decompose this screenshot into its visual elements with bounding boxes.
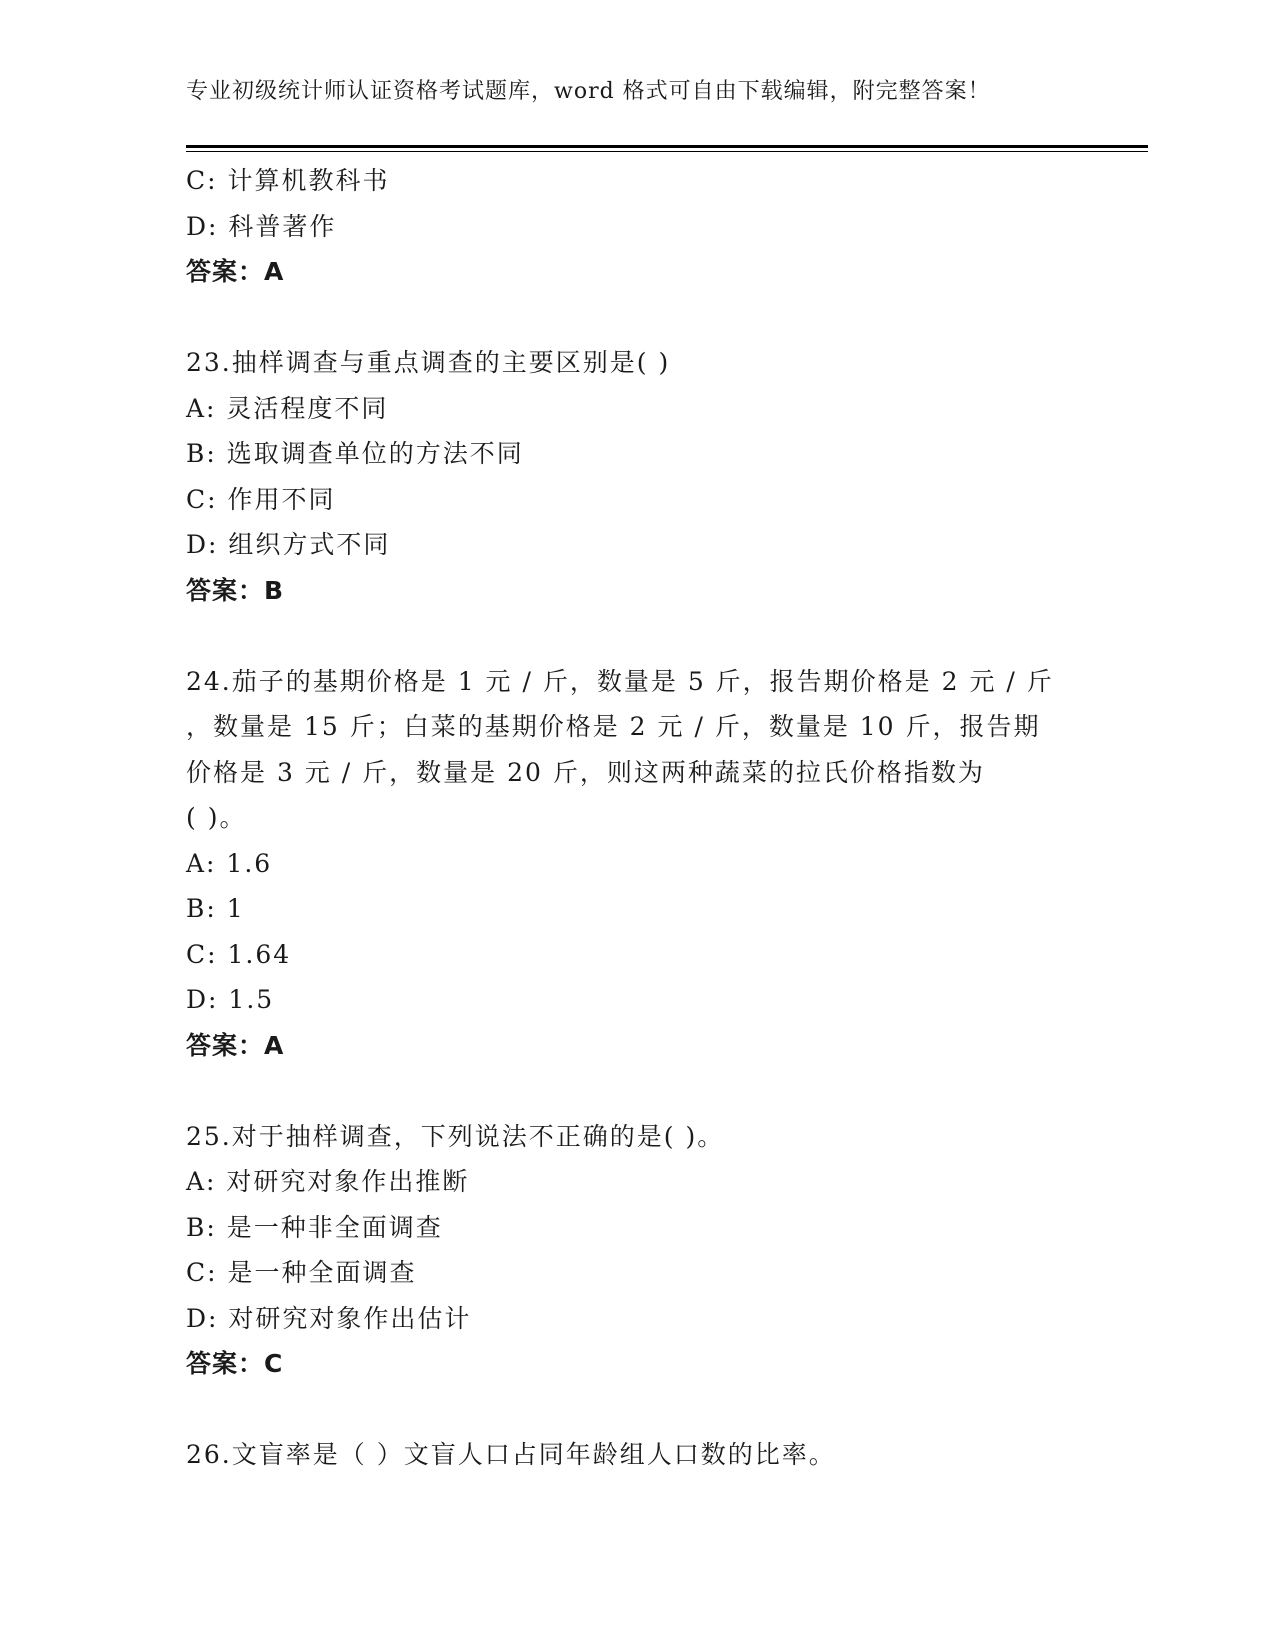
answer-line: 答案：A: [186, 1030, 285, 1060]
question-stem: 25.对于抽样调查，下列说法不正确的是( )。: [186, 1121, 725, 1151]
question-stem-line-4: ( )。: [186, 803, 247, 832]
question-24: [186, 659, 1086, 1069]
question-26: [186, 1432, 1086, 1478]
header-rule-thick: [186, 145, 1148, 148]
question-25: [186, 1114, 1086, 1387]
question-22-remainder: [186, 158, 1086, 295]
answer-line: 答案：B: [186, 575, 285, 605]
question-content: [186, 158, 1086, 1478]
option-b: B: 是一种非全面调查: [186, 1212, 443, 1242]
question-stem-line-2: ，数量是 15 斤；白菜的基期价格是 2 元 / 斤，数量是 10 斤，报告期: [186, 712, 1041, 741]
option-b: B: 选取调查单位的方法不同: [186, 439, 524, 468]
header-rule-thin: [186, 151, 1148, 152]
option-d: D: 1.5: [186, 985, 275, 1014]
page-header: 专业初级统计师认证资格考试题库，word 格式可自由下载编辑，附完整答案！: [186, 79, 991, 104]
answer-line: 答案：A: [186, 257, 285, 286]
option-c: C: 作用不同: [186, 484, 336, 514]
question-stem-line-1: 24.茄子的基期价格是 1 元 / 斤，数量是 5 斤，报告期价格是 2 元 / 斤: [186, 666, 1054, 696]
option-c: C: 是一种全面调查: [186, 1258, 417, 1287]
option-d: D: 对研究对象作出估计: [186, 1303, 472, 1333]
option-a: A: 1.6: [186, 848, 273, 878]
option-d: D: 科普著作: [186, 211, 337, 241]
option-b: B: 1: [186, 894, 245, 923]
answer-line: 答案：C: [186, 1349, 284, 1378]
option-a: A: 灵活程度不同: [186, 393, 389, 423]
question-23: [186, 340, 1086, 613]
question-stem: 23.抽样调查与重点调查的主要区别是( ): [186, 348, 671, 377]
option-c: C: 1.64: [186, 939, 292, 969]
option-d: D: 组织方式不同: [186, 530, 391, 559]
option-a: A: 对研究对象作出推断: [186, 1167, 470, 1196]
question-stem-line-3: 价格是 3 元 / 斤，数量是 20 斤，则这两种蔬菜的拉氏价格指数为: [186, 757, 985, 787]
option-c: C: 计算机教科书: [186, 166, 390, 195]
question-stem: 26.文盲率是（ ）文盲人口占同年龄组人口数的比率。: [186, 1440, 836, 1469]
